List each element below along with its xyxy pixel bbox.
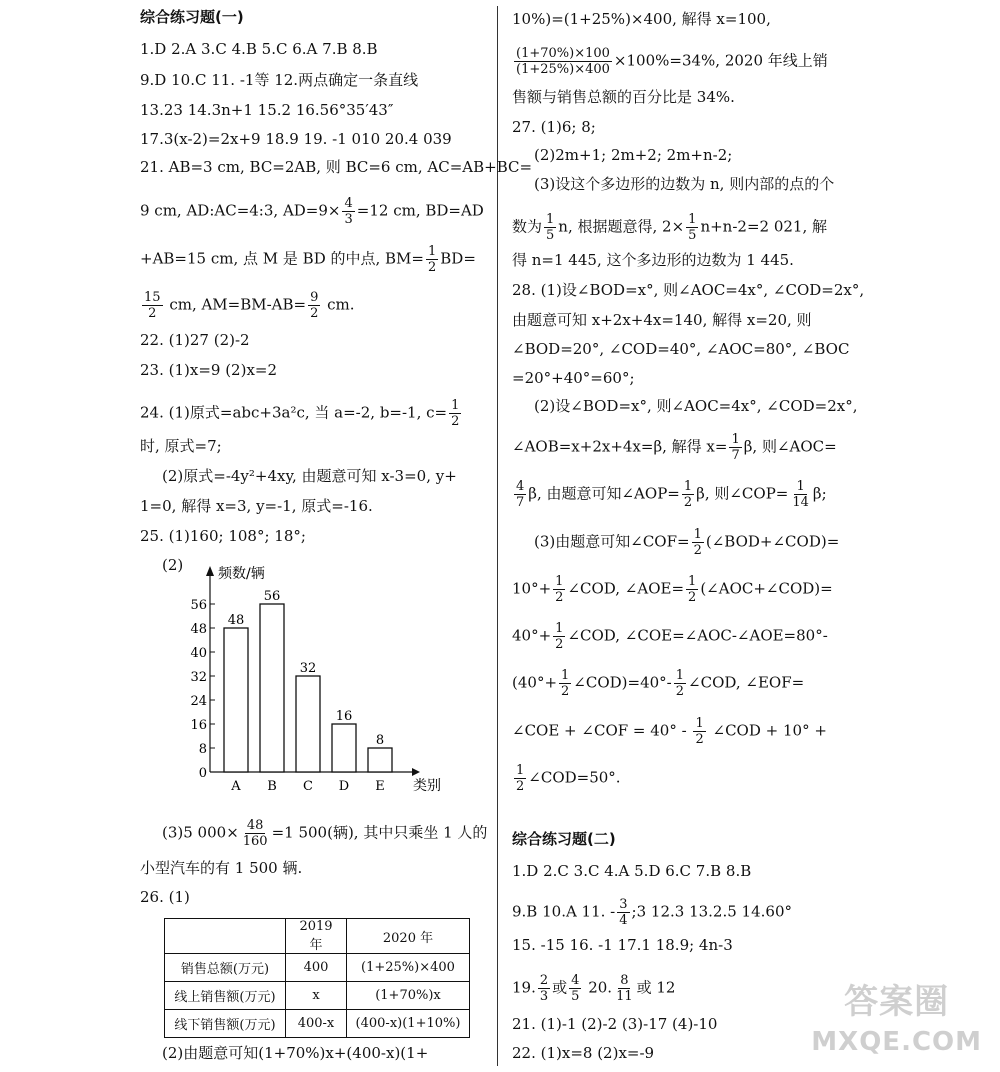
q26-line-b: (2)由题意可知(1+70%)x+(400-x)(1+ <box>162 1044 429 1062</box>
fraction: $\frac{48}{160}$ <box>242 818 268 849</box>
section-title-2: 综合练习题(二) <box>512 830 616 848</box>
answer-line-s4: 19. $\frac{2}{3}$ 或 $\frac{4}{5}$ 20. $\frac{8}{11}$ 或 12 <box>512 973 676 1004</box>
q27-line-d: 数为 $\frac{1}{5}$ n, 根据题意得, 2× $\frac{1}{5}$ n+n-2=2 021, 解 <box>512 212 827 243</box>
fraction: $\frac{1}{2}$ <box>516 763 525 794</box>
bar-chart <box>180 558 460 798</box>
fraction: $\frac{1}{2}$ <box>555 574 564 605</box>
q22-line: 22. (1)27 (2)-2 <box>140 331 250 349</box>
answer-line-s3: 15. -15 16. -1 17.1 18.9; 4n-3 <box>512 936 733 954</box>
answer-line-s2: 9.B 10.A 11. - $\frac{3}{4}$ ;3 12.3 13.2.5 14.60° <box>512 897 792 928</box>
sales-table <box>164 918 470 1038</box>
fraction: $\frac{1}{2}$ <box>451 398 460 429</box>
q24-line-d: 1=0, 解得 x=3, y=-1, 原式=-16. <box>140 497 373 515</box>
answer-line-4: 17.3(x-2)=2x+9 18.9 19. -1 010 20.4 039 <box>140 130 452 148</box>
table-row <box>165 1010 470 1038</box>
table-header-cell: 2020 年 <box>347 919 470 954</box>
q28-line-d: =20°+40°=60°; <box>512 369 635 387</box>
r-line-2: $\frac{(1+70\%)\times 100}{(1+25\%)\times 400}$ ×100%=34%, 2020 年线上销 <box>516 46 828 77</box>
fraction: $\frac{1}{2}$ <box>695 716 704 747</box>
fraction: $\frac{1}{14}$ <box>792 479 809 510</box>
fraction: $\frac{1}{2}$ <box>675 668 685 699</box>
q25-line-a: 25. (1)160; 108°; 18°; <box>140 527 306 545</box>
x-tick-label: C <box>303 779 313 794</box>
fraction: $\frac{1}{2}$ <box>427 244 437 275</box>
fraction: $\frac{1}{5}$ <box>546 212 555 243</box>
y-tick-label: 56 <box>190 598 207 613</box>
q28-line-c: ∠BOD=20°, ∠COD=40°, ∠AOC=80°, ∠BOC <box>512 340 850 358</box>
q27-line-e: 得 n=1 445, 这个多边形的边数为 1 445. <box>512 251 794 269</box>
table-header-cell <box>165 919 286 954</box>
table-cell: (1+70%)x <box>347 982 470 1010</box>
q28-line-f: ∠AOB=x+2x+4x=β, 解得 x= $\frac{1}{7}$ β, 则∠AOC= <box>512 432 837 463</box>
q28-line-a: 28. (1)设∠BOD=x°, 则∠AOC=4x°, ∠COD=2x°, <box>512 281 865 299</box>
fraction: $\frac{1}{2}$ <box>561 668 570 699</box>
fraction: $\frac{1}{5}$ <box>688 212 697 243</box>
answer-line-2: 9.D 10.C 11. -1等 12.两点确定一条直线 <box>140 71 419 89</box>
answer-line-3: 13.23 14.3n+1 15.2 16.56°35′43″ <box>140 101 394 119</box>
table-cell: 400 <box>286 954 347 982</box>
y-axis-arrow <box>206 566 214 576</box>
q21-line-b: 9 cm, AD:AC=4:3, AD=9× $\frac{4}{3}$ =12 cm, BD=AD <box>140 196 484 227</box>
q28-line-b: 由题意可知 x+2x+4x=140, 解得 x=20, 则 <box>512 311 812 329</box>
table-cell: 400-x <box>286 1010 347 1038</box>
fraction: $\frac{4}{7}$ <box>516 479 525 510</box>
q28-line-j: 40°+ $\frac{1}{2}$ ∠COD, ∠COE=∠AOC-∠AOE=80°- <box>512 621 828 652</box>
q28-line-i: 10°+ $\frac{1}{2}$ ∠COD, ∠AOE= $\frac{1}{2}$ (∠AOC+∠COD)= <box>512 574 833 605</box>
watermark-line-2: MXQE.COM <box>811 1027 982 1057</box>
x-tick-label: B <box>267 779 277 794</box>
fraction: $\frac{1}{7}$ <box>731 432 740 463</box>
q28-line-m: $\frac{1}{2}$ ∠COD=50°. <box>516 763 621 794</box>
table-cell: x <box>286 982 347 1010</box>
fraction: $\frac{1}{2}$ <box>555 621 564 652</box>
fraction: $\frac{8}{11}$ <box>616 973 633 1004</box>
answer-line-s5: 21. (1)-1 (2)-2 (3)-17 (4)-10 <box>512 1015 718 1033</box>
q24-line-c: (2)原式=-4y²+4xy, 由题意可知 x-3=0, y+ <box>162 467 457 485</box>
fraction: $\frac{4}{5}$ <box>571 973 580 1004</box>
table-header-cell: 2019 年 <box>286 919 347 954</box>
fraction: $\frac{1}{2}$ <box>688 574 697 605</box>
fraction: $\frac{1}{2}$ <box>693 527 702 558</box>
table-header-row <box>165 919 470 954</box>
q28-line-h: (3)由题意可知∠COF= $\frac{1}{2}$ (∠BOD+∠COD)= <box>534 527 840 558</box>
q28-line-l: ∠COE + ∠COF = 40° - $\frac{1}{2}$ ∠COD + 10° + <box>512 716 827 747</box>
fraction: $\frac{3}{4}$ <box>619 897 628 928</box>
x-tick-label: D <box>338 779 350 794</box>
q24-line-a: 24. (1)原式=abc+3a²c, 当 a=-2, b=-1, c= $\frac{1}{2}$ <box>140 398 460 429</box>
fraction: $\frac{9}{2}$ <box>310 290 319 321</box>
bar-value-label: 32 <box>299 661 317 676</box>
bar <box>224 628 248 772</box>
q24-line-b: 时, 原式=7; <box>140 437 222 455</box>
y-tick-label: 48 <box>190 622 207 637</box>
x-tick-label: A <box>231 779 241 794</box>
x-tick-label: E <box>375 779 385 794</box>
q28-line-e: (2)设∠BOD=x°, 则∠AOC=4x°, ∠COD=2x°, <box>534 397 858 415</box>
fraction: $\frac{4}{3}$ <box>344 196 353 227</box>
table-cell: (400-x)(1+10%) <box>347 1010 470 1038</box>
answer-line-1: 1.D 2.A 3.C 4.B 5.C 6.A 7.B 8.B <box>140 40 378 58</box>
bar-value-label: 56 <box>263 589 281 604</box>
q28-line-k: (40°+ $\frac{1}{2}$ ∠COD)=40°- $\frac{1}{2}$ ∠COD, ∠EOF= <box>512 668 805 699</box>
bar <box>260 604 284 772</box>
q26-line-a: 26. (1) <box>140 888 190 906</box>
table-cell: 线上销售额(万元) <box>165 982 286 1010</box>
x-axis-label: 类别 <box>413 778 441 794</box>
q25-line-d: 小型汽车的有 1 500 辆. <box>140 859 303 877</box>
table-cell: 线下销售额(万元) <box>165 1010 286 1038</box>
watermark-line-1: 答案圈 <box>844 982 950 1022</box>
y-tick-label: 32 <box>190 670 207 685</box>
q27-line-c: (3)设这个多边形的边数为 n, 则内部的点的个 <box>534 175 835 193</box>
table-row <box>165 982 470 1010</box>
fraction: $\frac{(1+70\%)\times 100}{(1+25\%)\times 400}$ <box>516 46 610 77</box>
q21-line-d: $\frac{15}{2}$ cm, AM=BM-AB= $\frac{9}{2}$ cm. <box>144 290 355 321</box>
y-tick-label: 40 <box>190 646 207 661</box>
watermark <box>811 982 982 1062</box>
q27-line-b: (2)2m+1; 2m+2; 2m+n-2; <box>534 146 733 164</box>
answer-line-s1: 1.D 2.C 3.C 4.A 5.D 6.C 7.B 8.B <box>512 862 752 880</box>
q21-line-c: +AB=15 cm, 点 M 是 BD 的中点, BM= $\frac{1}{2}$ BD= <box>140 244 476 275</box>
q25-line-b: (2) <box>162 556 184 574</box>
fraction: $\frac{2}{3}$ <box>539 973 549 1004</box>
y-tick-label: 8 <box>198 742 207 757</box>
q27-line-a: 27. (1)6; 8; <box>512 118 596 136</box>
table-row <box>165 954 470 982</box>
q23-line: 23. (1)x=9 (2)x=2 <box>140 361 278 379</box>
y-tick-label: 0 <box>198 766 207 781</box>
bar <box>332 724 356 772</box>
q28-line-g: $\frac{4}{7}$ β, 由题意可知∠AOP= $\frac{1}{2}$ β, 则∠COP= $\frac{1}{14}$ β; <box>516 479 827 510</box>
y-tick-label: 16 <box>190 718 207 733</box>
answer-line-s6: 22. (1)x=8 (2)x=-9 <box>512 1044 655 1062</box>
r-line-3: 售额与销售总额的百分比是 34%. <box>512 88 735 106</box>
table-cell: 销售总额(万元) <box>165 954 286 982</box>
q21-line-a: 21. AB=3 cm, BC=2AB, 则 BC=6 cm, AC=AB+BC= <box>140 158 533 176</box>
y-axis-label: 频数/辆 <box>218 566 265 582</box>
bar <box>296 676 320 772</box>
fraction: $\frac{1}{2}$ <box>683 479 693 510</box>
y-tick-label: 24 <box>190 694 207 709</box>
q25-line-c: (3)5 000× $\frac{48}{160}$ =1 500(辆), 其中只乘坐 1 人的 <box>162 818 488 849</box>
table-cell: (1+25%)×400 <box>347 954 470 982</box>
bar-value-label: 48 <box>227 613 245 628</box>
bar <box>368 748 392 772</box>
bar-value-label: 8 <box>375 733 385 748</box>
bar-value-label: 16 <box>335 709 353 724</box>
x-axis-arrow <box>412 768 420 776</box>
fraction: $\frac{15}{2}$ <box>144 290 161 321</box>
section-title-1: 综合练习题(一) <box>140 8 244 26</box>
r-line-1: 10%)=(1+25%)×400, 解得 x=100, <box>512 10 771 28</box>
